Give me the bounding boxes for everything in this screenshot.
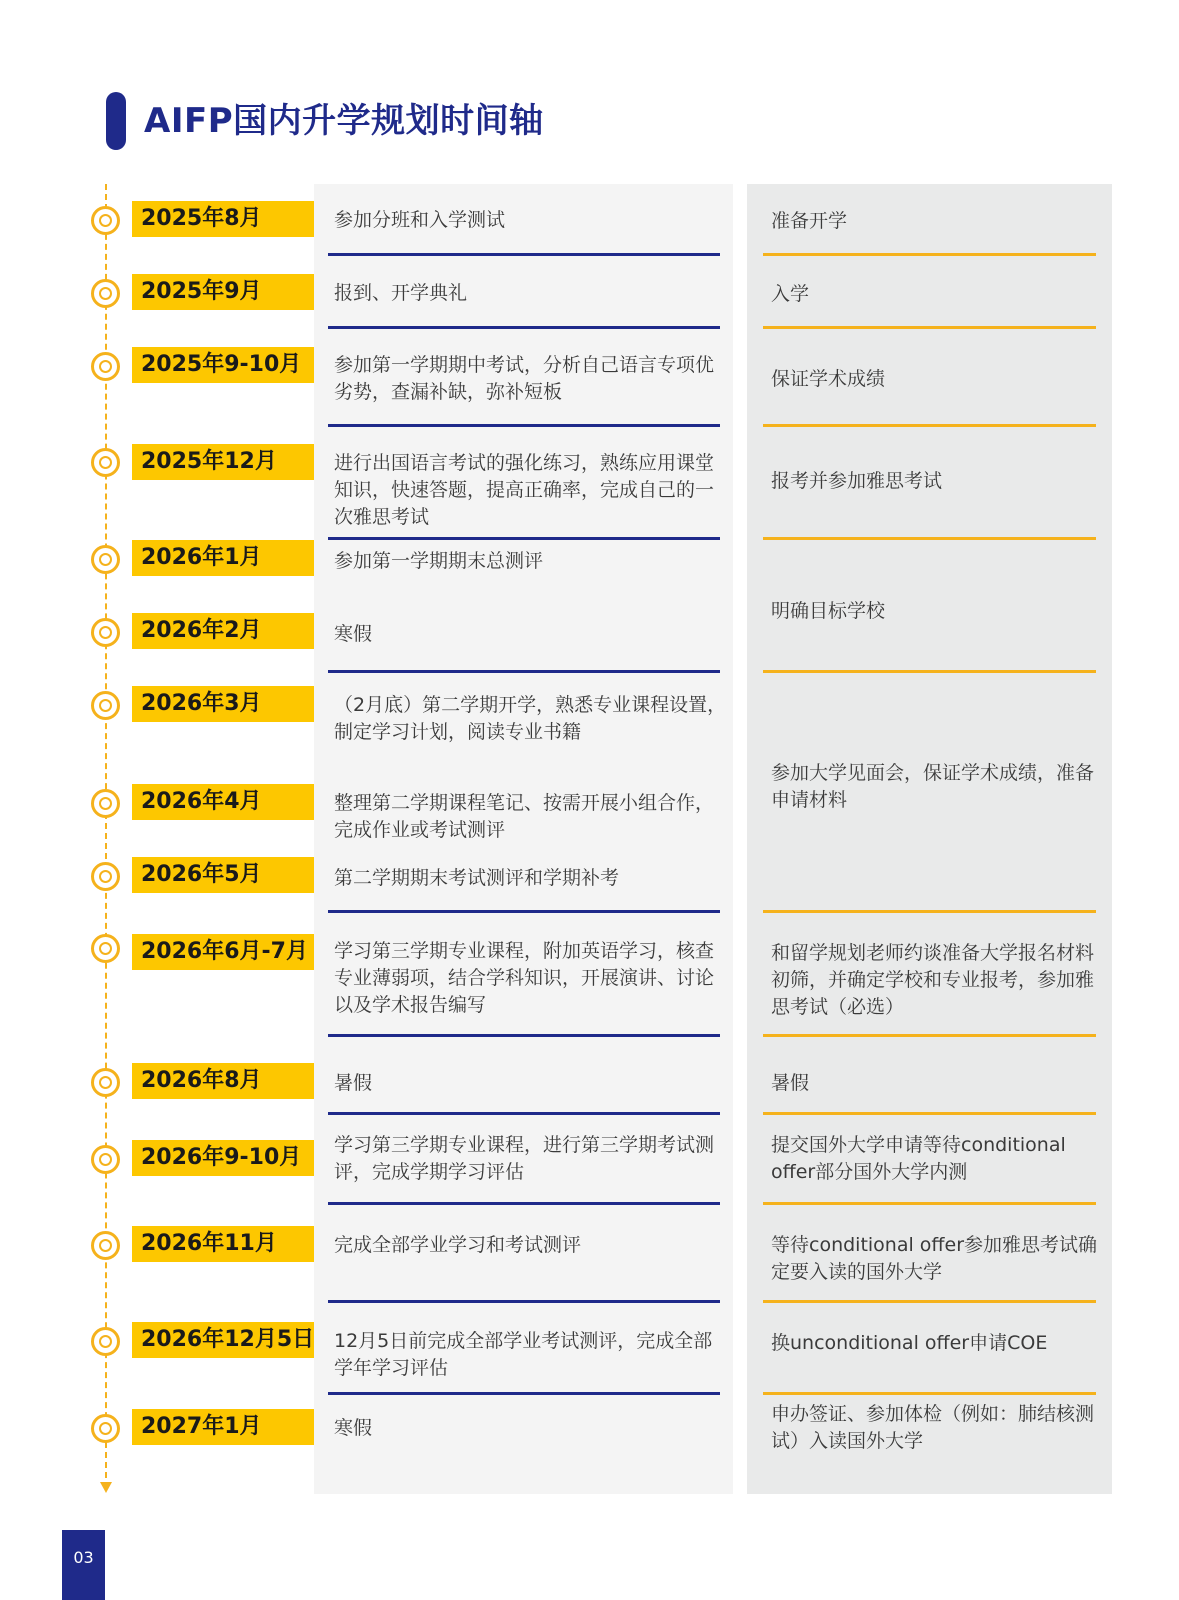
timeline-date: 2025年9-10月 [132, 347, 314, 383]
timeline-goal: 报考并参加雅思考试 [771, 470, 943, 492]
timeline-node-icon [91, 618, 120, 647]
timeline-date: 2026年6月-7月 [132, 934, 314, 970]
activity-divider [328, 1392, 720, 1395]
timeline-date: 2026年9-10月 [132, 1140, 314, 1176]
timeline-activity: 学习第三学期专业课程，附加英语学习，核查专业薄弱项，结合学科知识，开展演讲、讨论以及学术报告编写 [334, 940, 715, 1016]
timeline-date: 2026年12月5日 [132, 1322, 314, 1358]
timeline-arrow-icon [100, 1482, 112, 1493]
timeline-date: 2025年9月 [132, 274, 314, 310]
timeline-goal: 准备开学 [771, 210, 848, 232]
page-number-badge [62, 1530, 105, 1600]
timeline-node-icon [91, 691, 120, 720]
goal-divider [763, 424, 1096, 427]
timeline-goal: 暑假 [771, 1072, 810, 1094]
timeline-date: 2026年2月 [132, 613, 314, 649]
timeline-date: 2025年8月 [132, 201, 314, 237]
timeline-date: 2026年3月 [132, 686, 314, 722]
title-accent-bar [106, 92, 126, 150]
timeline-goal: 入学 [771, 283, 810, 305]
goal-divider [763, 326, 1096, 329]
goal-divider [763, 1112, 1096, 1115]
activity-divider [328, 1034, 720, 1037]
goal-divider [763, 253, 1096, 256]
goal-divider [763, 910, 1096, 913]
timeline-activity: 完成全部学业学习和考试测评 [334, 1234, 582, 1256]
timeline-node-icon [91, 789, 120, 818]
timeline-goal: 和留学规划老师约谈准备大学报名材料初筛，并确定学校和专业报考，参加雅思考试（必选） [771, 942, 1095, 1018]
timeline-date: 2026年5月 [132, 857, 314, 893]
activity-divider [328, 537, 720, 540]
activity-divider [328, 910, 720, 913]
timeline-node-icon [91, 352, 120, 381]
timeline-date: 2026年4月 [132, 784, 314, 820]
timeline-activity: 第二学期期末考试测评和学期补考 [334, 867, 620, 889]
activity-divider [328, 424, 720, 427]
timeline-activity: 寒假 [334, 623, 373, 645]
page-title: AIFP国内升学规划时间轴 [144, 101, 544, 141]
timeline-activity: 12月5日前完成全部学业考试测评，完成全部学年学习评估 [334, 1330, 713, 1379]
timeline-activity: 整理第二学期课程笔记、按需开展小组合作，完成作业或考试测评 [334, 792, 715, 841]
goal-divider [763, 537, 1096, 540]
goal-divider [763, 1202, 1096, 1205]
timeline-goal: 申办签证、参加体检（例如：肺结核测试）入读国外大学 [771, 1403, 1095, 1452]
timeline-goal: 换unconditional offer申请COE [771, 1332, 1048, 1354]
activity-divider [328, 1202, 720, 1205]
timeline-activity: 暑假 [334, 1072, 373, 1094]
timeline-activity: 进行出国语言考试的强化练习，熟练应用课堂知识，快速答题，提高正确率，完成自己的一次雅思考试 [334, 452, 715, 528]
timeline-activity: 学习第三学期专业课程，进行第三学期考试测评，完成学期学习评估 [334, 1134, 715, 1183]
timeline-node-icon [91, 545, 120, 574]
timeline-activity: 参加第一学期期末总测评 [334, 550, 544, 572]
timeline-goal: 提交国外大学申请等待conditional offer部分国外大学内测 [771, 1134, 1066, 1183]
timeline-goal: 等待conditional offer参加雅思考试确定要入读的国外大学 [771, 1234, 1098, 1283]
timeline-goal: 明确目标学校 [771, 600, 886, 622]
timeline-activity: 参加第一学期期中考试，分析自己语言专项优劣势，查漏补缺，弥补短板 [334, 354, 715, 403]
timeline-node-icon [91, 1231, 120, 1260]
timeline-date: 2026年1月 [132, 540, 314, 576]
timeline-node-icon [91, 448, 120, 477]
timeline-activity: 寒假 [334, 1417, 373, 1439]
timeline-activity: 参加分班和入学测试 [334, 209, 506, 231]
timeline-node-icon [91, 279, 120, 308]
timeline-date: 2026年11月 [132, 1226, 314, 1262]
timeline-node-icon [91, 1327, 120, 1356]
timeline-date: 2025年12月 [132, 444, 314, 480]
timeline-node-icon [91, 1414, 120, 1443]
goal-divider [763, 1300, 1096, 1303]
timeline-node-icon [91, 862, 120, 891]
timeline-node-icon [91, 1068, 120, 1097]
timeline-goal: 参加大学见面会，保证学术成绩，准备申请材料 [771, 762, 1095, 811]
timeline-activity: 报到、开学典礼 [334, 282, 468, 304]
timeline-node-icon [91, 934, 120, 963]
activity-divider [328, 1112, 720, 1115]
activity-divider [328, 253, 720, 256]
activity-divider [328, 670, 720, 673]
goal-divider [763, 670, 1096, 673]
timeline-node-icon [91, 1145, 120, 1174]
activity-divider [328, 326, 720, 329]
timeline-date: 2026年8月 [132, 1063, 314, 1099]
timeline-date: 2027年1月 [132, 1409, 314, 1445]
goal-divider [763, 1034, 1096, 1037]
activity-divider [328, 1300, 720, 1303]
timeline-activity: （2月底）第二学期开学，熟悉专业课程设置，制定学习计划，阅读专业书籍 [334, 694, 727, 743]
timeline-goal: 保证学术成绩 [771, 368, 886, 390]
page-number: 03 [73, 1548, 94, 1567]
timeline-node-icon [91, 206, 120, 235]
goal-divider [763, 1392, 1096, 1395]
